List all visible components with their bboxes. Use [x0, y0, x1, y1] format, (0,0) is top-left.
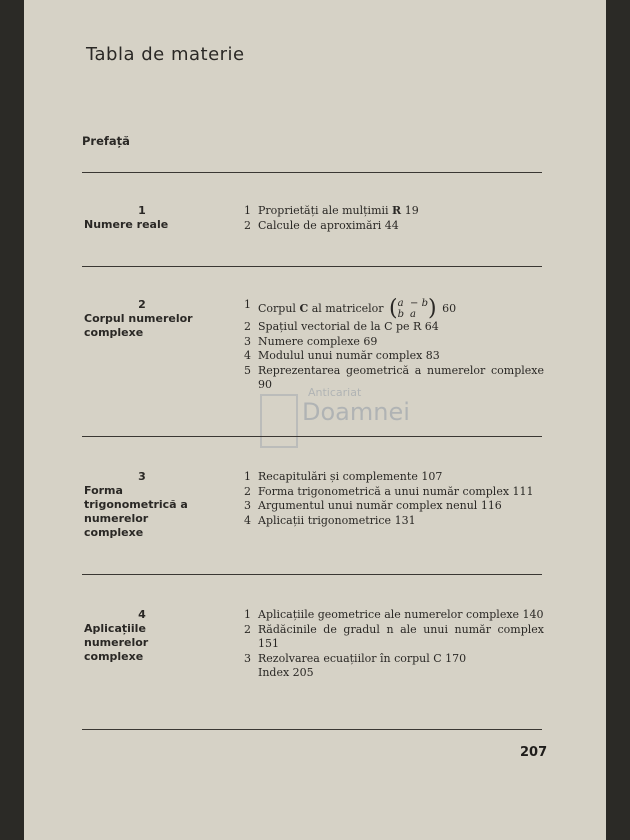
toc-entry [244, 298, 544, 320]
entry-page: 60 [442, 302, 457, 315]
field-symbol: C [299, 302, 309, 315]
entry-text-2: al matricelor [311, 302, 384, 315]
toc-entry [244, 219, 544, 234]
divider [82, 172, 542, 173]
toc-entry [244, 335, 544, 350]
chapter-title: Forma trigonometrică a numerelor complexe [84, 484, 188, 539]
watermark-name: Doamnei [302, 398, 410, 426]
entry-number: 1 [244, 470, 251, 483]
entry-text: Aplicații trigonometrice 131 [258, 513, 416, 527]
entry-text: Aplicațiile geometrice ale numerelor complexe 140 [258, 608, 544, 621]
chapter-number: 3 [138, 470, 146, 483]
entry-text: Index 205 [258, 666, 314, 679]
entry-text: Forma trigonometrică a unui număr complex 111 [258, 484, 534, 498]
entry-text: Spațiul vectorial de la C pe R 64 [258, 320, 439, 333]
set-symbol: R [392, 204, 402, 217]
chapter-title: Aplicațiile numerelor complexe [84, 622, 149, 663]
watermark [260, 384, 420, 454]
entry-text: Proprietăți ale mulțimii [258, 204, 389, 217]
entry-number: 1 [244, 204, 251, 217]
entry-number: 4 [244, 349, 251, 362]
entry-text: Rezolvarea ecuațiilor în corpul C 170 [258, 651, 467, 665]
toc-entry [244, 608, 544, 623]
divider [82, 436, 542, 437]
entry-number: 1 [244, 298, 251, 311]
entry-number: 1 [244, 608, 251, 621]
toc-entry [244, 349, 544, 364]
entry-page: 19 [404, 204, 419, 217]
entry-text: Argumentul unui număr complex nenul 116 [258, 499, 502, 512]
chapter-3-heading [82, 470, 202, 540]
toc-entry [244, 485, 544, 500]
chapter-title: Corpul numerelor complexe [84, 312, 193, 339]
entry-text: Reprezentarea geometrică a numerelor complexe 90 [258, 363, 544, 391]
divider [82, 729, 542, 730]
divider [82, 266, 542, 267]
watermark-logo [260, 394, 298, 448]
toc-entry [244, 514, 544, 529]
chapter-number: 1 [138, 204, 146, 217]
entry-number: 2 [244, 320, 251, 333]
page-title: Tabla de materie [86, 44, 245, 65]
preface-heading: Prefață [82, 134, 130, 148]
matrix-cell: a [397, 298, 404, 309]
entry-text: Rădăcinile de gradul n ale unui număr complex 151 [258, 622, 544, 650]
toc-entry [244, 652, 544, 667]
entry-number: 2 [244, 218, 251, 232]
toc-entry [244, 470, 544, 485]
entry-number: 3 [244, 499, 251, 512]
chapter-number: 4 [138, 608, 146, 621]
page-number: 207 [520, 745, 548, 760]
chapter-4-entries [244, 608, 544, 681]
toc-entry [244, 623, 544, 652]
entry-number: 5 [244, 363, 251, 377]
entry-number: 3 [244, 334, 251, 348]
chapter-3-entries [244, 470, 544, 528]
entry-text: Numere complexe 69 [258, 334, 378, 348]
entry-number: 2 [244, 484, 251, 498]
entry-text: Corpul [258, 302, 296, 315]
toc-entry [244, 499, 544, 514]
matrix-cell: a [410, 309, 417, 320]
entry-text: Modulul unui număr complex 83 [258, 349, 440, 362]
toc-entry-index [244, 666, 544, 681]
divider [82, 574, 542, 575]
chapter-number: 2 [138, 298, 146, 311]
watermark-subtitle: Anticariat [308, 386, 362, 399]
entry-number: 4 [244, 513, 251, 527]
chapter-title: Numere reale [84, 218, 169, 231]
matrix-cell: b [397, 309, 405, 320]
toc-entry [244, 320, 544, 335]
chapter-4-heading [82, 608, 202, 664]
entry-text: Calcule de aproximări 44 [258, 218, 399, 232]
chapter-1-entries [244, 204, 544, 233]
chapter-1-heading [82, 204, 202, 232]
chapter-2-entries [244, 298, 544, 393]
entry-text: Recapitulări și complemente 107 [258, 470, 443, 483]
matrix-notation: ( a − b b a ) [389, 296, 437, 321]
toc-entry [244, 204, 544, 219]
entry-number: 3 [244, 651, 251, 665]
chapter-2-heading [82, 298, 202, 340]
entry-number: 2 [244, 622, 251, 636]
matrix-cell: − b [410, 298, 429, 309]
book-page [24, 0, 606, 840]
